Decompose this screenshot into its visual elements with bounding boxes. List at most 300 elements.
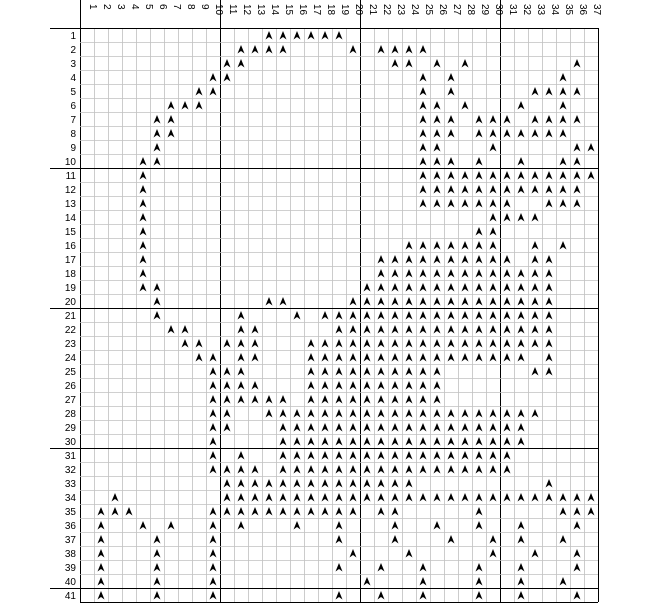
stitch-mark <box>238 479 245 488</box>
stitch-mark <box>392 437 399 446</box>
stitch-mark <box>322 381 329 390</box>
stitch-mark <box>364 577 371 586</box>
stitch-mark <box>574 171 581 180</box>
stitch-mark <box>448 269 455 278</box>
stitch-mark <box>308 31 315 40</box>
stitch-mark <box>532 549 539 558</box>
stitch-mark <box>560 157 567 166</box>
stitch-mark <box>210 521 217 530</box>
stitch-mark <box>336 339 343 348</box>
stitch-mark <box>518 283 525 292</box>
stitch-mark <box>350 549 357 558</box>
stitch-mark <box>154 129 161 138</box>
stitch-mark <box>560 129 567 138</box>
stitch-mark <box>462 241 469 250</box>
row-label: 20 <box>64 297 76 308</box>
stitch-mark <box>518 297 525 306</box>
row-label: 33 <box>64 479 76 490</box>
stitch-mark <box>434 269 441 278</box>
stitch-mark <box>238 353 245 362</box>
stitch-mark <box>182 101 189 110</box>
row-label: 8 <box>70 129 76 140</box>
stitch-mark <box>210 591 217 600</box>
stitch-mark <box>364 395 371 404</box>
stitch-mark <box>462 409 469 418</box>
stitch-mark <box>434 157 441 166</box>
row-label: 5 <box>70 87 76 98</box>
stitch-mark <box>154 549 161 558</box>
stitch-mark <box>532 297 539 306</box>
stitch-mark <box>280 493 287 502</box>
stitch-mark <box>434 101 441 110</box>
stitch-mark <box>350 297 357 306</box>
stitch-mark <box>490 423 497 432</box>
stitch-mark <box>504 465 511 474</box>
stitch-mark <box>560 507 567 516</box>
stitch-mark <box>98 577 105 586</box>
stitch-mark <box>560 115 567 124</box>
stitch-mark <box>532 255 539 264</box>
column-label: 30 <box>493 4 504 16</box>
stitch-mark <box>504 213 511 222</box>
stitch-mark <box>560 101 567 110</box>
column-label: 13 <box>255 4 266 16</box>
stitch-mark <box>266 479 273 488</box>
stitch-mark <box>518 437 525 446</box>
stitch-mark <box>420 73 427 82</box>
stitch-mark <box>434 199 441 208</box>
stitch-mark <box>98 591 105 600</box>
stitch-mark <box>378 381 385 390</box>
stitch-mark <box>322 493 329 502</box>
stitch-mark <box>532 311 539 320</box>
stitch-mark <box>518 591 525 600</box>
stitch-mark <box>210 437 217 446</box>
stitch-mark <box>476 409 483 418</box>
stitch-mark <box>560 199 567 208</box>
stitch-mark <box>308 367 315 376</box>
stitch-mark <box>574 59 581 68</box>
stitch-mark <box>392 59 399 68</box>
stitch-mark <box>406 437 413 446</box>
stitch-mark <box>476 297 483 306</box>
row-label: 21 <box>64 311 76 322</box>
stitch-mark <box>252 395 259 404</box>
stitch-mark <box>392 45 399 54</box>
stitch-mark <box>448 535 455 544</box>
stitch-mark <box>378 479 385 488</box>
stitch-mark <box>448 241 455 250</box>
column-label: 4 <box>129 4 140 10</box>
stitch-mark <box>546 479 553 488</box>
stitch-mark <box>350 437 357 446</box>
stitch-mark <box>504 353 511 362</box>
stitch-mark <box>294 423 301 432</box>
stitch-mark <box>350 465 357 474</box>
stitch-mark <box>476 115 483 124</box>
stitch-mark <box>448 157 455 166</box>
stitch-mark <box>350 311 357 320</box>
stitch-mark <box>266 395 273 404</box>
stitch-mark <box>448 171 455 180</box>
stitch-mark <box>476 311 483 320</box>
stitch-mark <box>406 493 413 502</box>
stitch-mark <box>462 171 469 180</box>
stitch-mark <box>420 255 427 264</box>
stitch-mark <box>448 283 455 292</box>
stitch-mark <box>546 199 553 208</box>
stitch-mark <box>280 465 287 474</box>
stitch-mark <box>294 451 301 460</box>
stitch-mark <box>392 423 399 432</box>
stitch-mark <box>406 297 413 306</box>
stitch-mark <box>504 129 511 138</box>
stitch-mark <box>350 409 357 418</box>
stitch-mark <box>308 353 315 362</box>
stitch-mark <box>504 185 511 194</box>
row-label: 35 <box>64 507 76 518</box>
stitch-mark <box>434 437 441 446</box>
stitch-mark <box>420 591 427 600</box>
stitch-mark <box>322 31 329 40</box>
stitch-mark <box>350 395 357 404</box>
stitch-mark <box>322 339 329 348</box>
row-label: 24 <box>64 353 76 364</box>
stitch-mark <box>490 283 497 292</box>
stitch-mark <box>476 325 483 334</box>
stitch-mark <box>238 493 245 502</box>
stitch-mark <box>406 45 413 54</box>
stitch-mark <box>378 353 385 362</box>
stitch-mark <box>462 493 469 502</box>
stitch-mark <box>476 577 483 586</box>
row-label: 40 <box>64 577 76 588</box>
stitch-mark <box>504 339 511 348</box>
stitch-mark <box>490 339 497 348</box>
stitch-mark <box>406 269 413 278</box>
column-label: 14 <box>269 4 280 16</box>
stitch-mark <box>336 563 343 572</box>
stitch-mark <box>196 87 203 96</box>
stitch-mark <box>378 493 385 502</box>
stitch-mark <box>252 45 259 54</box>
stitch-mark <box>504 255 511 264</box>
row-label: 22 <box>64 325 76 336</box>
stitch-mark <box>532 325 539 334</box>
row-label: 37 <box>64 535 76 546</box>
stitch-mark <box>434 143 441 152</box>
stitch-mark <box>420 423 427 432</box>
stitch-mark <box>406 283 413 292</box>
stitch-mark <box>336 423 343 432</box>
stitch-mark <box>574 549 581 558</box>
stitch-mark <box>518 213 525 222</box>
stitch-mark <box>140 171 147 180</box>
stitch-mark <box>294 507 301 516</box>
stitch-mark <box>420 409 427 418</box>
stitch-mark <box>154 297 161 306</box>
stitch-mark <box>210 87 217 96</box>
stitch-mark <box>266 31 273 40</box>
stitch-mark <box>504 283 511 292</box>
row-label: 16 <box>64 241 76 252</box>
stitch-mark <box>364 493 371 502</box>
stitch-mark <box>420 129 427 138</box>
stitch-mark <box>154 535 161 544</box>
stitch-mark <box>266 507 273 516</box>
stitch-mark <box>560 73 567 82</box>
stitch-mark <box>532 115 539 124</box>
stitch-mark <box>224 507 231 516</box>
stitch-mark <box>364 451 371 460</box>
stitch-mark <box>98 535 105 544</box>
stitch-mark <box>392 297 399 306</box>
stitch-mark <box>490 241 497 250</box>
stitch-mark <box>350 339 357 348</box>
stitch-mark <box>294 479 301 488</box>
stitch-mark <box>336 395 343 404</box>
stitch-mark <box>154 563 161 572</box>
stitch-mark <box>336 381 343 390</box>
stitch-mark <box>434 423 441 432</box>
stitch-mark <box>462 423 469 432</box>
row-label: 28 <box>64 409 76 420</box>
stitch-mark <box>490 213 497 222</box>
stitch-mark <box>490 549 497 558</box>
stitch-mark <box>336 507 343 516</box>
stitch-mark <box>154 577 161 586</box>
stitch-mark <box>532 171 539 180</box>
stitch-mark <box>364 339 371 348</box>
stitch-mark <box>490 269 497 278</box>
stitch-mark <box>462 283 469 292</box>
stitch-mark <box>294 493 301 502</box>
stitch-mark <box>238 395 245 404</box>
stitch-mark <box>518 535 525 544</box>
column-label: 11 <box>227 4 238 15</box>
stitch-mark <box>546 269 553 278</box>
stitch-mark <box>392 409 399 418</box>
stitch-mark <box>280 31 287 40</box>
stitch-mark <box>378 591 385 600</box>
stitch-mark <box>154 143 161 152</box>
stitch-mark <box>448 311 455 320</box>
stitch-mark <box>504 199 511 208</box>
stitch-mark <box>350 493 357 502</box>
column-label: 37 <box>591 4 602 16</box>
stitch-mark <box>518 577 525 586</box>
stitch-mark <box>448 185 455 194</box>
stitch-mark <box>350 45 357 54</box>
stitch-mark <box>420 367 427 376</box>
column-label: 24 <box>409 4 420 16</box>
stitch-mark <box>392 255 399 264</box>
row-label: 41 <box>64 591 76 602</box>
stitch-mark <box>378 507 385 516</box>
column-label: 18 <box>325 4 336 16</box>
stitch-mark <box>280 507 287 516</box>
stitch-mark <box>280 479 287 488</box>
stitch-mark <box>420 577 427 586</box>
stitch-mark <box>350 423 357 432</box>
stitch-mark <box>98 507 105 516</box>
stitch-mark <box>546 339 553 348</box>
stitch-mark <box>490 493 497 502</box>
stitch-mark <box>336 521 343 530</box>
stitch-mark <box>392 451 399 460</box>
stitch-mark <box>504 451 511 460</box>
stitch-mark <box>238 381 245 390</box>
stitch-mark <box>434 185 441 194</box>
stitch-mark <box>322 507 329 516</box>
stitch-mark <box>518 171 525 180</box>
stitch-mark <box>364 283 371 292</box>
stitch-mark <box>518 339 525 348</box>
stitch-mark <box>560 171 567 180</box>
stitch-mark <box>518 311 525 320</box>
stitch-mark <box>560 87 567 96</box>
stitch-mark <box>406 395 413 404</box>
stitch-mark <box>406 423 413 432</box>
stitch-mark <box>434 59 441 68</box>
stitch-mark <box>518 353 525 362</box>
stitch-mark <box>588 507 595 516</box>
stitch-mark <box>490 143 497 152</box>
stitch-mark <box>490 227 497 236</box>
stitch-mark <box>462 185 469 194</box>
stitch-mark <box>392 325 399 334</box>
column-label: 9 <box>199 4 210 10</box>
row-label: 6 <box>70 101 76 112</box>
stitch-mark <box>546 493 553 502</box>
stitch-mark <box>420 325 427 334</box>
stitch-mark <box>238 521 245 530</box>
stitch-mark <box>518 423 525 432</box>
stitch-mark <box>490 437 497 446</box>
row-label: 14 <box>64 213 76 224</box>
stitch-mark <box>476 521 483 530</box>
stitch-mark <box>574 115 581 124</box>
stitch-mark <box>378 451 385 460</box>
column-label: 22 <box>381 4 392 16</box>
stitch-mark <box>350 479 357 488</box>
stitch-mark <box>336 479 343 488</box>
column-label: 3 <box>115 4 126 10</box>
stitch-mark <box>574 157 581 166</box>
stitch-mark <box>154 591 161 600</box>
stitch-mark <box>308 507 315 516</box>
stitch-mark <box>210 381 217 390</box>
stitch-mark <box>406 59 413 68</box>
stitch-mark <box>392 465 399 474</box>
row-label: 2 <box>70 45 76 56</box>
stitch-mark <box>322 353 329 362</box>
stitch-mark <box>308 437 315 446</box>
stitch-mark <box>266 493 273 502</box>
stitch-mark <box>112 507 119 516</box>
stitch-mark <box>546 325 553 334</box>
stitch-mark <box>210 507 217 516</box>
stitch-mark <box>238 311 245 320</box>
stitch-mark <box>238 59 245 68</box>
column-label: 28 <box>465 4 476 16</box>
stitch-mark <box>574 507 581 516</box>
stitch-marks <box>98 31 595 600</box>
stitch-mark <box>476 437 483 446</box>
stitch-mark <box>434 381 441 390</box>
row-label: 11 <box>65 171 76 182</box>
stitch-mark <box>294 409 301 418</box>
stitch-mark <box>406 325 413 334</box>
column-label: 8 <box>185 4 196 10</box>
stitch-mark <box>322 437 329 446</box>
stitch-mark <box>448 297 455 306</box>
stitch-mark <box>434 171 441 180</box>
stitch-mark <box>434 395 441 404</box>
row-label: 38 <box>64 549 76 560</box>
stitch-mark <box>308 451 315 460</box>
stitch-mark <box>364 367 371 376</box>
stitch-mark <box>392 507 399 516</box>
stitch-mark <box>266 297 273 306</box>
stitch-mark <box>168 101 175 110</box>
stitch-mark <box>518 521 525 530</box>
stitch-mark <box>154 311 161 320</box>
stitch-mark <box>420 437 427 446</box>
column-label: 7 <box>171 4 182 10</box>
stitch-mark <box>336 367 343 376</box>
stitch-mark <box>154 157 161 166</box>
stitch-mark <box>490 185 497 194</box>
stitch-mark <box>280 45 287 54</box>
stitch-mark <box>448 87 455 96</box>
stitch-mark <box>434 339 441 348</box>
stitch-mark <box>168 325 175 334</box>
stitch-mark <box>308 409 315 418</box>
stitch-mark <box>210 423 217 432</box>
stitch-mark <box>98 549 105 558</box>
row-label: 26 <box>64 381 76 392</box>
column-label: 35 <box>563 4 574 16</box>
stitch-mark <box>308 493 315 502</box>
stitch-mark <box>392 339 399 348</box>
stitch-mark <box>518 157 525 166</box>
stitch-mark <box>462 437 469 446</box>
stitch-mark <box>434 297 441 306</box>
column-label: 6 <box>157 4 168 10</box>
stitch-mark <box>364 409 371 418</box>
stitch-mark <box>224 59 231 68</box>
row-label: 39 <box>64 563 76 574</box>
stitch-mark <box>154 283 161 292</box>
stitch-mark <box>420 241 427 250</box>
row-labels <box>65 31 77 602</box>
stitch-mark <box>350 325 357 334</box>
stitch-mark <box>210 535 217 544</box>
stitch-mark <box>574 563 581 572</box>
stitch-mark <box>140 157 147 166</box>
stitch-mark <box>210 577 217 586</box>
stitch-mark <box>238 367 245 376</box>
stitch-mark <box>546 171 553 180</box>
stitch-mark <box>476 269 483 278</box>
stitch-mark <box>448 339 455 348</box>
stitch-mark <box>308 381 315 390</box>
stitch-mark <box>560 493 567 502</box>
stitch-mark <box>476 185 483 194</box>
stitch-mark <box>476 563 483 572</box>
stitch-mark <box>322 465 329 474</box>
